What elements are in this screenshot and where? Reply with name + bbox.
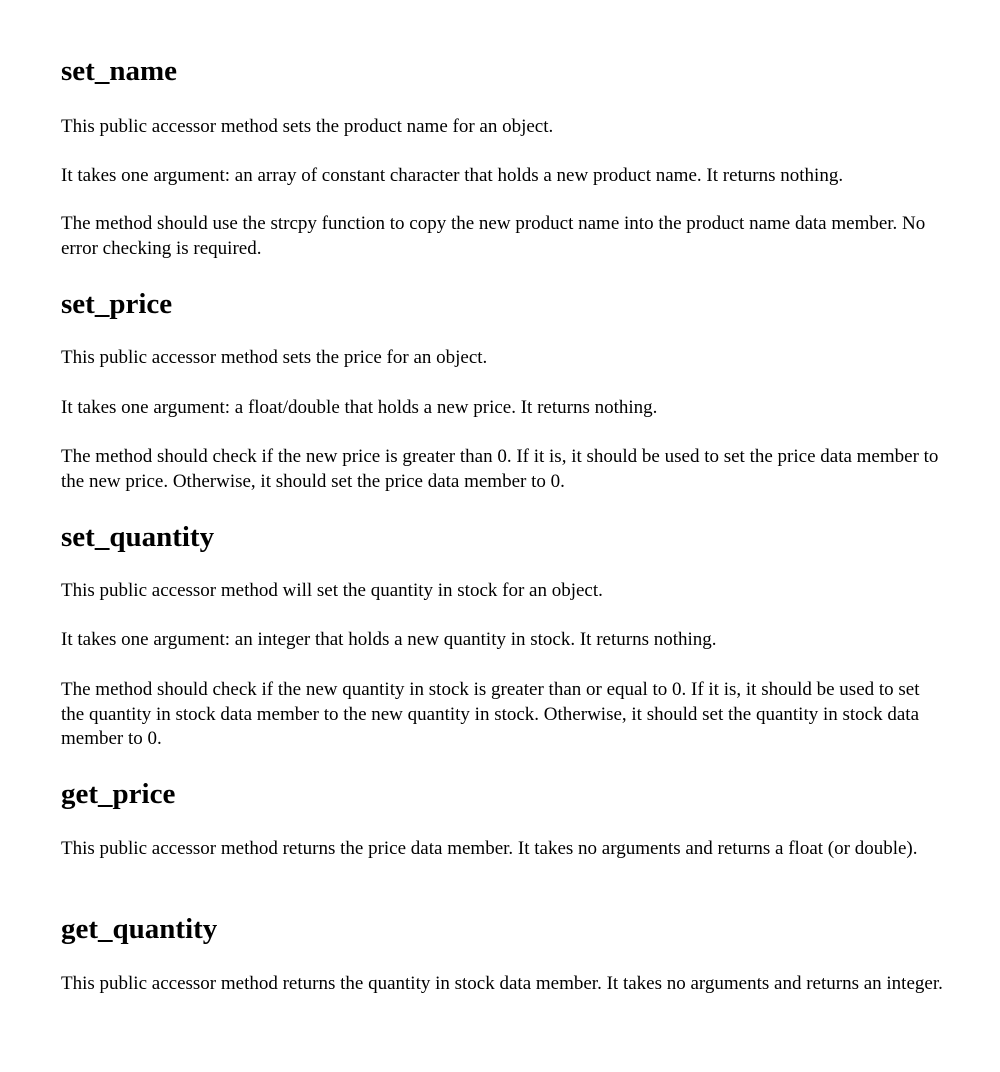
section-title-set-quantity: set_quantity	[61, 521, 215, 553]
section-paragraph: This public accessor method sets the price for an object.	[61, 347, 488, 368]
section-paragraph: The method should use the strcpy function to copy the new product name into the product name data member. No error checking is required.	[61, 213, 926, 259]
section-paragraph: It takes one argument: an array of constant character that holds a new product name. It returns nothing.	[61, 165, 844, 186]
section-paragraph: This public accessor method sets the product name for an object.	[61, 116, 554, 137]
section-title-set-price: set_price	[61, 288, 173, 320]
section-paragraph: This public accessor method will set the quantity in stock for an object.	[61, 580, 603, 601]
section-paragraph: This public accessor method returns the price data member. It takes no arguments and returns a float (or double).	[61, 838, 918, 859]
section-paragraph: The method should check if the new price is greater than 0. If it is, it should be used to set the price data member to the new price. Otherwise, it should set the price data member to 0.	[61, 446, 939, 492]
section-title-set-name: set_name	[61, 55, 177, 87]
section-paragraph: The method should check if the new quantity in stock is greater than or equal to 0. If it is, it should be used to set the quantity in stock data member to the new quantity in stock. Otherwise, it should set the quantity in stock data member to 0.	[61, 679, 920, 749]
section-paragraph: It takes one argument: a float/double that holds a new price. It returns nothing.	[61, 397, 658, 418]
section-title-get-price: get_price	[61, 778, 176, 810]
section-paragraph: It takes one argument: an integer that holds a new quantity in stock. It returns nothing.	[61, 629, 717, 650]
section-title-get-quantity: get_quantity	[61, 913, 218, 945]
section-paragraph: This public accessor method returns the quantity in stock data member. It takes no arguments and returns an integer.	[61, 973, 943, 994]
